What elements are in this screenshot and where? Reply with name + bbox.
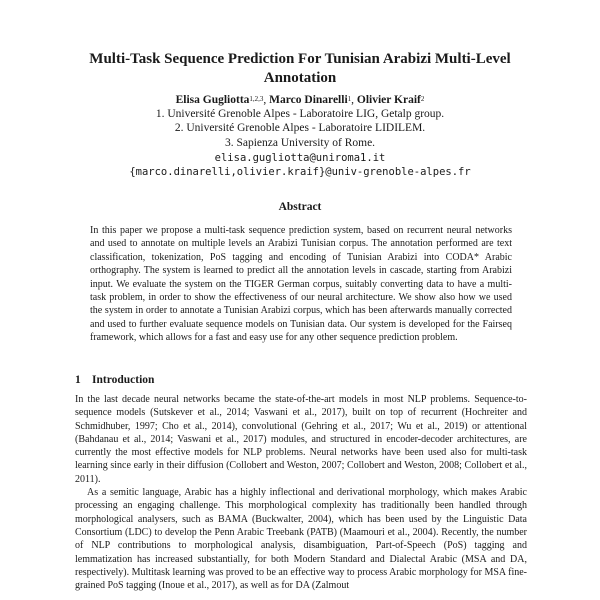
introduction-body xyxy=(75,393,527,592)
abstract-heading: Abstract xyxy=(278,201,322,213)
author-name: Olivier Kraif xyxy=(356,94,421,106)
author-separator: , xyxy=(263,94,270,106)
section-title: Introduction xyxy=(92,374,155,386)
paper-title: Multi-Task Sequence Prediction For Tunisian Arabizi Multi-Level Annotation xyxy=(89,51,511,86)
affiliation-2: 2. Université Grenoble Alpes - Laboratoire LIDILEM. xyxy=(174,122,426,134)
author-affiliation-marker: 1 xyxy=(347,95,352,103)
author-name: Elisa Gugliotta xyxy=(175,94,250,106)
author-separator: , xyxy=(351,94,357,106)
author-affiliation-marker: 2 xyxy=(420,95,425,103)
author-name: Marco Dinarelli xyxy=(269,94,348,106)
paragraph: In the last decade neural networks became the state-of-the-art models in most NLP problems. Sequence-to-sequence models (Sutskever et al., 2014; Vaswani et al., 2017), built on top of recurrent (Hochreiter and Schmidhuber, 1997; Cho et al., 2014), convolutional (Gehring et al., 2017; Wu et al., 2019) or attentional (Bahdanau et al., 2014; Vaswani et al., 2017) modules, and structured in encoder-decoder architectures, are currently the most effective models for NLP problems. Neural networks have been used also for multi-task learning since early in their diffusion (Collobert and Weston, 2007; Collobert and Weston, 2008; Collobert et al., 2011). xyxy=(75,394,527,485)
email-address: elisa.gugliotta@uniroma1.it xyxy=(214,152,386,164)
affiliation-3: 3. Sapienza University of Rome. xyxy=(224,137,376,149)
affiliation-1: 1. Université Grenoble Alpes - Laboratoire LIG, Getalp group. xyxy=(155,108,445,120)
author-affiliation-marker: 1,2,3 xyxy=(249,95,264,103)
section-number: 1 xyxy=(75,374,81,386)
paragraph: As a semitic language, Arabic has a highly inflectional and derivational morphology, which makes Arabic processing an engaging challenge. This morphological complexity has traditionally been handled through morphological analysers, such as BAMA (Buckwalter, 2004), which has been used by the Linguistic Data Consortium (LDC) to develop the Penn Arabic Treebank (PATB) (Maamouri et al., 2004). Recently, the number of NLP contributions to morphological analysis, disambiguation, Part-of-Speech (PoS) tagging and lemmatization has increased substantially, for both Modern Standard and Dialectal Arabic (MSA and DA, respectively). Multitask learning was proved to be an effective way to process Arabic morphology for MSA fine-grained PoS tagging (Inoue et al., 2017), as well as for DA (Zalmout xyxy=(75,487,527,592)
abstract-text: In this paper we propose a multi-task sequence prediction system, based on recurrent neural networks and used to annotate on multiple levels an Arabizi Tunisian corpus. The annotation performed are text classification, tokenization, PoS tagging and encoding of Tunisian Arabizi into CODA* Arabic orthography. The system is learned to predict all the annotation levels in cascade, starting from Arabizi input. We evaluate the system on the TIGER German corpus, suitably converting data to have a multi-task problem, in order to show the effectiveness of our neural architecture. We show also how we used the system in order to annotate a Tunisian Arabizi corpus, which has been afterwards manually corrected and used to further evaluate sequence models on Tunisian data. Our system is developed for the Fairseq framework, which allows for a fast and easy use for any other sequence prediction problem. xyxy=(90,225,512,344)
author-list xyxy=(0,93,600,107)
section-heading xyxy=(75,374,154,386)
email-address: {marco.dinarelli,olivier.kraif}@univ-grenoble-alpes.fr xyxy=(129,166,471,178)
